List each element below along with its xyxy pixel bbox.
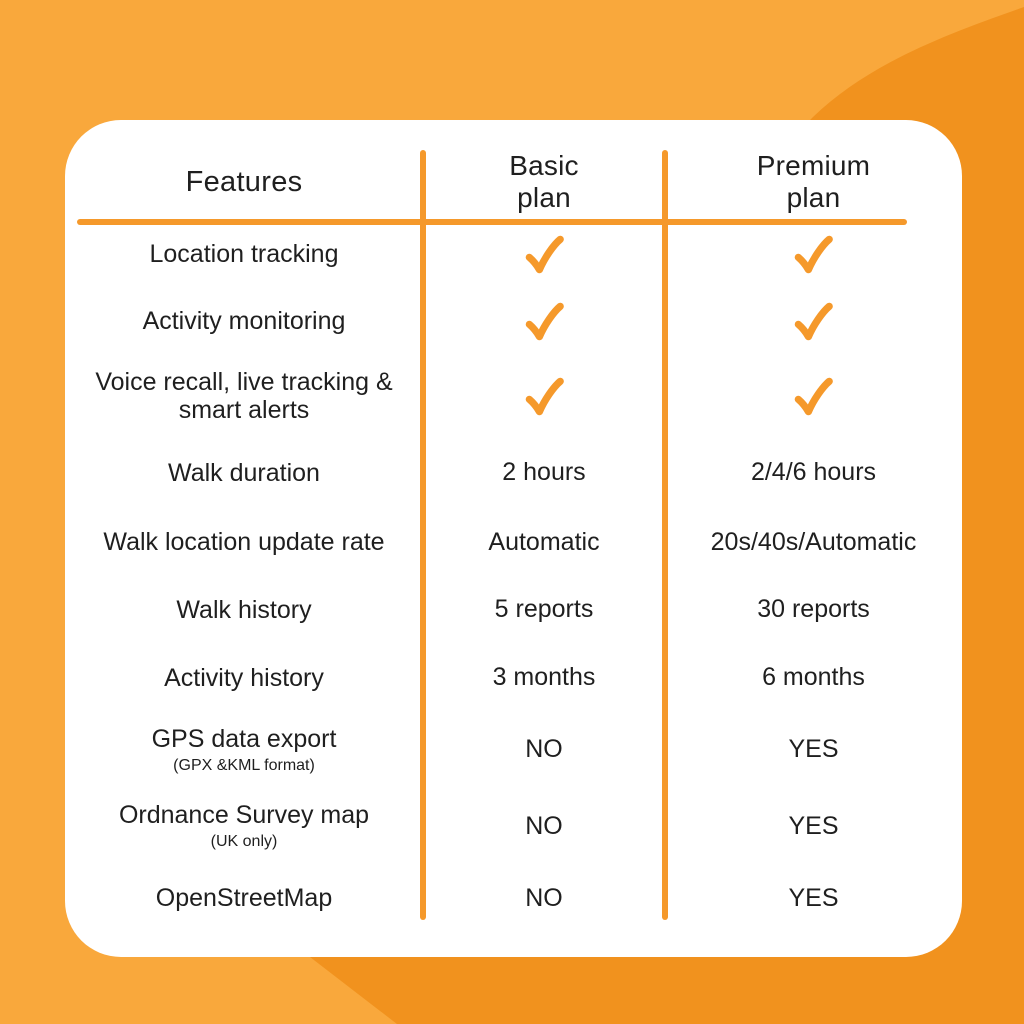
premium-plan-value-text: 20s/40s/Automatic bbox=[710, 527, 917, 556]
premium-plan-value-text: YES bbox=[788, 811, 839, 840]
premium-plan-value bbox=[665, 788, 962, 864]
feature-name: Ordnance Survey map bbox=[118, 801, 370, 830]
basic-plan-value-text: NO bbox=[525, 883, 563, 912]
premium-plan-value bbox=[665, 356, 962, 436]
basic-plan-value-text: 5 reports bbox=[494, 595, 594, 623]
feature-name: Walk location update rate bbox=[103, 528, 385, 556]
premium-plan-value bbox=[665, 864, 962, 932]
basic-plan-value bbox=[423, 575, 665, 644]
feature-name: Activity history bbox=[164, 663, 324, 692]
column-header-basic-plan bbox=[423, 120, 665, 222]
check-icon bbox=[522, 376, 567, 417]
basic-plan-value bbox=[423, 286, 665, 356]
premium-plan-value bbox=[665, 509, 962, 575]
feature-label bbox=[65, 644, 423, 711]
feature-label bbox=[65, 711, 423, 788]
basic-plan-value-text: NO bbox=[525, 735, 563, 763]
check-icon bbox=[522, 234, 567, 275]
features-header-label: Features bbox=[185, 165, 303, 198]
basic-plan-value bbox=[423, 788, 665, 864]
feature-label bbox=[65, 222, 423, 286]
feature-label bbox=[65, 575, 423, 644]
premium-plan-value bbox=[665, 644, 962, 711]
check-icon bbox=[522, 301, 567, 342]
feature-label bbox=[65, 356, 423, 436]
premium-plan-value-text: 30 reports bbox=[757, 595, 870, 623]
basic-plan-header-label: Basic plan bbox=[509, 150, 579, 213]
feature-label bbox=[65, 864, 423, 932]
feature-subtext: (UK only) bbox=[210, 833, 278, 851]
check-icon bbox=[791, 234, 836, 275]
premium-plan-value-text: 6 months bbox=[762, 663, 865, 691]
column-header-premium-plan bbox=[665, 120, 962, 222]
feature-label bbox=[65, 788, 423, 864]
feature-name: OpenStreetMap bbox=[155, 884, 333, 912]
feature-label bbox=[65, 286, 423, 356]
check-icon bbox=[791, 301, 836, 342]
feature-name: Voice recall, live tracking & smart alerts bbox=[95, 368, 393, 424]
basic-plan-value bbox=[423, 356, 665, 436]
basic-plan-value-text: Automatic bbox=[488, 527, 600, 556]
feature-name: Walk history bbox=[176, 595, 312, 624]
column-header-features bbox=[65, 120, 423, 222]
feature-name: Location tracking bbox=[149, 240, 339, 268]
column-divider-1 bbox=[420, 150, 426, 920]
premium-plan-value bbox=[665, 711, 962, 788]
header-divider-line bbox=[77, 219, 907, 225]
check-icon bbox=[791, 376, 836, 417]
feature-name: Activity monitoring bbox=[142, 307, 346, 335]
basic-plan-value-text: 3 months bbox=[492, 663, 596, 691]
premium-plan-value bbox=[665, 286, 962, 356]
premium-plan-value-text: 2/4/6 hours bbox=[750, 458, 877, 486]
premium-plan-value bbox=[665, 222, 962, 286]
feature-label bbox=[65, 436, 423, 509]
premium-plan-value-text: YES bbox=[788, 883, 839, 912]
basic-plan-value-text: 2 hours bbox=[502, 458, 586, 486]
column-divider-2 bbox=[662, 150, 668, 920]
feature-name: Walk duration bbox=[168, 458, 320, 487]
basic-plan-value bbox=[423, 644, 665, 711]
feature-name: GPS data export bbox=[151, 724, 337, 753]
feature-label bbox=[65, 509, 423, 575]
feature-subtext: (GPX &KML format) bbox=[173, 756, 315, 774]
basic-plan-value bbox=[423, 222, 665, 286]
basic-plan-value bbox=[423, 864, 665, 932]
basic-plan-value bbox=[423, 436, 665, 509]
premium-plan-value bbox=[665, 575, 962, 644]
premium-plan-value bbox=[665, 436, 962, 509]
features-table bbox=[65, 120, 962, 957]
basic-plan-value bbox=[423, 711, 665, 788]
basic-plan-value bbox=[423, 509, 665, 575]
basic-plan-value-text: NO bbox=[525, 811, 563, 840]
premium-plan-value-text: YES bbox=[788, 735, 839, 763]
comparison-card bbox=[65, 120, 962, 957]
premium-plan-header-label: Premium plan bbox=[756, 150, 871, 213]
